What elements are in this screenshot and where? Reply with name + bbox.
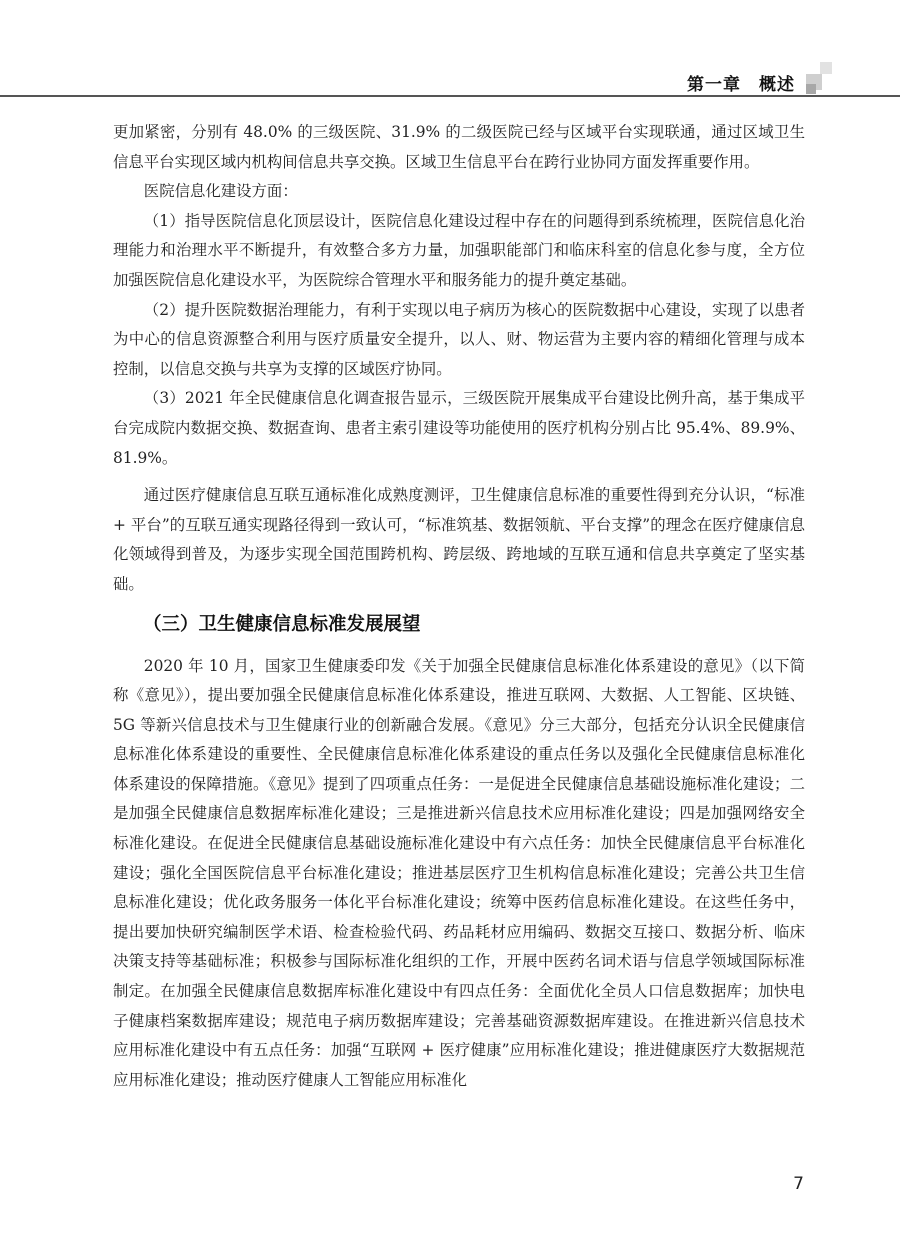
page-header	[0, 0, 900, 100]
header-decoration-square	[820, 62, 832, 74]
paragraph-item-3: （3）2021 年全民健康信息化调查报告显示，三级医院开展集成平台建设比例升高，基于集成平台完成院内数据交换、数据查询、患者主索引建设等功能使用的医疗机构分别占比 95.4%、89.9%、81.9%。	[113, 389, 805, 467]
chapter-title: 第一章 概述	[687, 75, 795, 95]
paragraph-hospital-heading: 医院信息化建设方面：	[143, 182, 298, 201]
header-decoration-square	[806, 84, 816, 94]
paragraph-continuation: 更加紧密，分别有 48.0% 的三级医院、31.9% 的二级医院已经与区域平台实现联通，通过区域卫生信息平台实现区域内机构间信息共享交换。区域卫生信息平台在跨行业协同方面发挥重要作用。	[113, 123, 805, 171]
section-heading: （三）卫生健康信息标准发展展望	[143, 613, 421, 635]
paragraph-item-1: （1）指导医院信息化顶层设计，医院信息化建设过程中存在的问题得到系统梳理，医院信息化治理能力和治理水平不断提升，有效整合多方力量，加强职能部门和临床科室的信息化参与度，全方位加强医院信息化建设水平，为医院综合管理水平和服务能力的提升奠定基础。	[113, 211, 805, 289]
header-rule	[0, 95, 900, 97]
page-number: 7	[793, 1174, 804, 1194]
paragraph-interoperability: 通过医疗健康信息互联互通标准化成熟度测评，卫生健康信息标准的重要性得到充分认识，“标准 + 平台”的互联互通实现路径得到一致认可，“标准筑基、数据领航、平台支撑”的理念在医疗健康信息化领域得到普及，为逐步实现全国范围跨机构、跨层级、跨地域的互联互通和信息共享奠定了坚实基础。	[113, 486, 805, 593]
paragraph-item-2: （2）提升医院数据治理能力，有利于实现以电子病历为核心的医院数据中心建设，实现了以患者为中心的信息资源整合利用与医疗质量安全提升，以人、财、物运营为主要内容的精细化管理与成本控制，以信息交换与共享为支撑的区域医疗协同。	[113, 300, 805, 378]
paragraph-outlook: 2020 年 10 月，国家卫生健康委印发《关于加强全民健康信息标准化体系建设的意见》（以下简称《意见》），提出要加强全民健康信息标准化体系建设，推进互联网、大数据、人工智能、区块链、5G 等新兴信息技术与卫生健康行业的创新融合发展。《意见》分三大部分，包括充分认识全民健康信息标准化体系建设的重要性、全民健康信息标准化体系建设的重点任务以及强化全民健康信息标准化体系建设的保障措施。《意见》提到了四项重点任务：一是促进全民健康信息基础设施标准化建设；二是加强全民健康信息数据库标准化建设；三是推进新兴信息技术应用标准化建设；四是加强网络安全标准化建设。在促进全民健康信息基础设施标准化建设中有六点任务：加快全民健康信息平台标准化建设；强化全国医院信息平台标准化建设；推进基层医疗卫生机构信息标准化建设；完善公共卫生信息标准化建设；优化政务服务一体化平台标准化建设；统筹中医药信息标准化建设。在这些任务中，提出要加快研究编制医学术语、检查检验代码、药品耗材应用编码、数据交互接口、数据分析、临床决策支持等基础标准；积极参与国际标准化组织的工作，开展中医药名词术语与信息学领域国际标准制定。在加强全民健康信息数据库标准化建设中有四点任务：全面优化全员人口信息数据库；加快电子健康档案数据库建设；规范电子病历数据库建设；完善基础资源数据库建设。在推进新兴信息技术应用标准化建设中有五点任务：加强“互联网 + 医疗健康”应用标准化建设；推进健康医疗大数据规范应用标准化建设；推动医疗健康人工智能应用标准化	[113, 656, 805, 1089]
body-text	[113, 118, 805, 1095]
